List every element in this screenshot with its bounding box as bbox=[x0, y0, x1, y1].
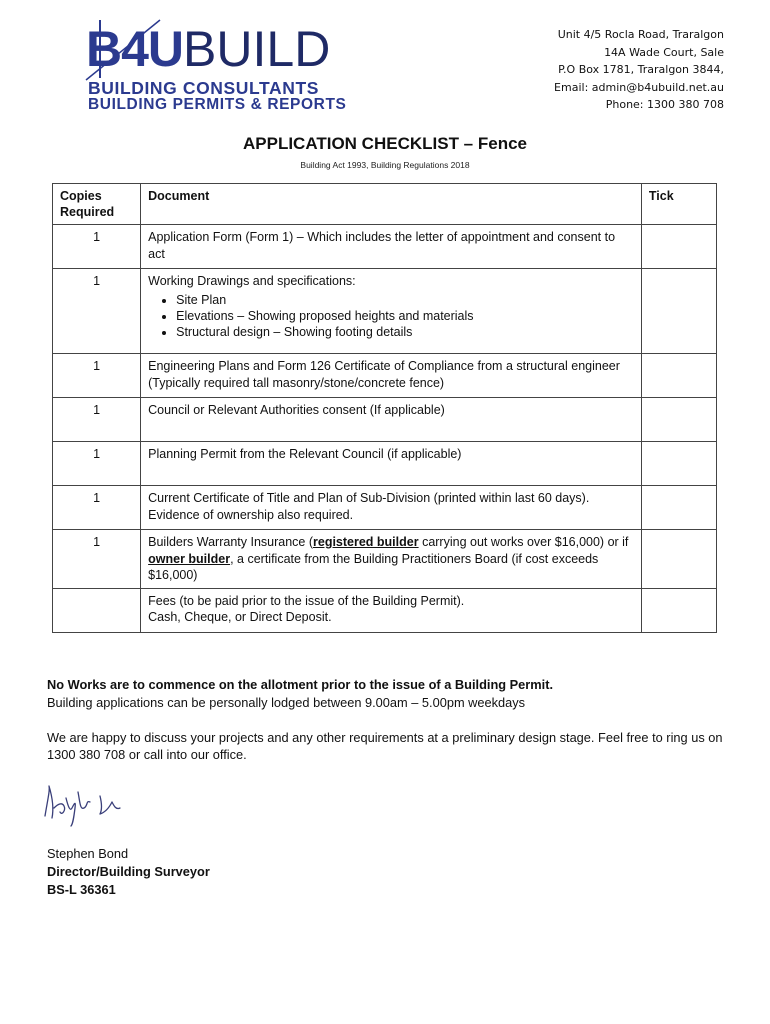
address-line: P.O Box 1781, Traralgon 3844, bbox=[558, 63, 724, 76]
header-document: Document bbox=[141, 184, 642, 225]
table-row bbox=[53, 225, 717, 269]
list-item: • Elevations – Showing proposed heights and materials bbox=[176, 308, 634, 324]
copies-cell bbox=[53, 588, 141, 632]
table-row bbox=[53, 588, 717, 632]
discussion-note: We are happy to discuss your projects and any other requirements at a preliminary design stage. Feel free to ring us on 1300 380 708 or call into our office. bbox=[47, 730, 723, 762]
address-line: Unit 4/5 Rocla Road, Traralgon bbox=[557, 28, 724, 41]
address-phone: Phone: 1300 380 708 bbox=[605, 98, 724, 111]
copies-cell: 1 bbox=[53, 486, 141, 530]
checklist-table bbox=[52, 183, 717, 633]
copies-cell: 1 bbox=[53, 442, 141, 486]
tick-cell[interactable] bbox=[641, 442, 716, 486]
list-item: • Site Plan bbox=[176, 292, 634, 308]
emphasis-owner-builder: owner builder bbox=[148, 551, 231, 566]
table-row bbox=[53, 486, 717, 530]
tick-cell[interactable] bbox=[641, 486, 716, 530]
logo-tagline-2: BUILDING PERMITS & REPORTS bbox=[88, 96, 347, 113]
emphasis-registered-builder: registered builder bbox=[313, 535, 419, 549]
table-header-row bbox=[53, 184, 717, 225]
address-line: 14A Wade Court, Sale bbox=[604, 45, 724, 59]
page-subtitle: Building Act 1993, Building Regulations 2018 bbox=[300, 160, 470, 170]
table-row bbox=[53, 398, 717, 442]
table-row bbox=[53, 442, 717, 486]
company-address bbox=[554, 26, 724, 114]
tick-cell[interactable] bbox=[641, 354, 716, 398]
header-tick: Tick bbox=[641, 184, 716, 225]
tick-cell[interactable] bbox=[641, 588, 716, 632]
tick-cell[interactable] bbox=[641, 398, 716, 442]
bullet-list bbox=[148, 292, 634, 340]
document-cell: Working Drawings and specifications: • Site Plan • Elevations – Showing proposed heights and materials • Structural design – Showing footing details bbox=[141, 269, 642, 354]
table-row bbox=[53, 530, 717, 589]
document-cell: Fees (to be paid prior to the issue of the Building Permit). Cash, Cheque, or Direct Deposit. bbox=[141, 588, 642, 632]
signatory-name: Stephen Bond bbox=[47, 846, 129, 861]
logo-tagline-1: BUILDING CONSULTANTS bbox=[88, 78, 320, 98]
copies-cell: 1 bbox=[53, 269, 141, 354]
document-cell: Engineering Plans and Form 126 Certificate of Compliance from a structural engineer (Typically required tall masonry/stone/concrete fence) bbox=[141, 354, 642, 398]
document-cell: Builders Warranty Insurance (registered builder carrying out works over $16,000) or if owner builder, a certificate from the Building Practitioners Board (if cost exceeds $16,000) bbox=[141, 530, 642, 589]
document-cell: Planning Permit from the Relevant Council (if applicable) bbox=[141, 442, 642, 486]
lodgement-hours-note: Building applications can be personally lodged between 9.00am – 5.00pm weekdays bbox=[47, 695, 526, 710]
table-row bbox=[53, 354, 717, 398]
warning-note: No Works are to commence on the allotment prior to the issue of a Building Permit. bbox=[47, 677, 554, 692]
header-copies: Copies Required bbox=[53, 184, 141, 225]
copies-cell: 1 bbox=[53, 225, 141, 269]
copies-cell: 1 bbox=[53, 354, 141, 398]
tick-cell[interactable] bbox=[641, 269, 716, 354]
handwritten-signature bbox=[40, 778, 130, 828]
logo-wordmark: B4UBUILD bbox=[86, 21, 331, 77]
document-cell: Application Form (Form 1) – Which includes the letter of appointment and consent to act bbox=[141, 225, 642, 269]
table-row bbox=[53, 269, 717, 354]
tick-cell[interactable] bbox=[641, 225, 716, 269]
tick-cell[interactable] bbox=[641, 530, 716, 589]
document-cell: Current Certificate of Title and Plan of Sub-Division (printed within last 60 days). Evidence of ownership also required. bbox=[141, 486, 642, 530]
company-logo bbox=[80, 18, 380, 118]
page-title: APPLICATION CHECKLIST – Fence bbox=[243, 134, 527, 153]
copies-cell: 1 bbox=[53, 398, 141, 442]
list-item: • Structural design – Showing footing details bbox=[176, 324, 634, 340]
address-email: Email: admin@b4ubuild.net.au bbox=[554, 80, 724, 94]
signatory-registration: BS-L 36361 bbox=[47, 882, 116, 897]
signatory-role: Director/Building Surveyor bbox=[47, 864, 210, 879]
copies-cell: 1 bbox=[53, 530, 141, 589]
document-cell: Council or Relevant Authorities consent (If applicable) bbox=[141, 398, 642, 442]
